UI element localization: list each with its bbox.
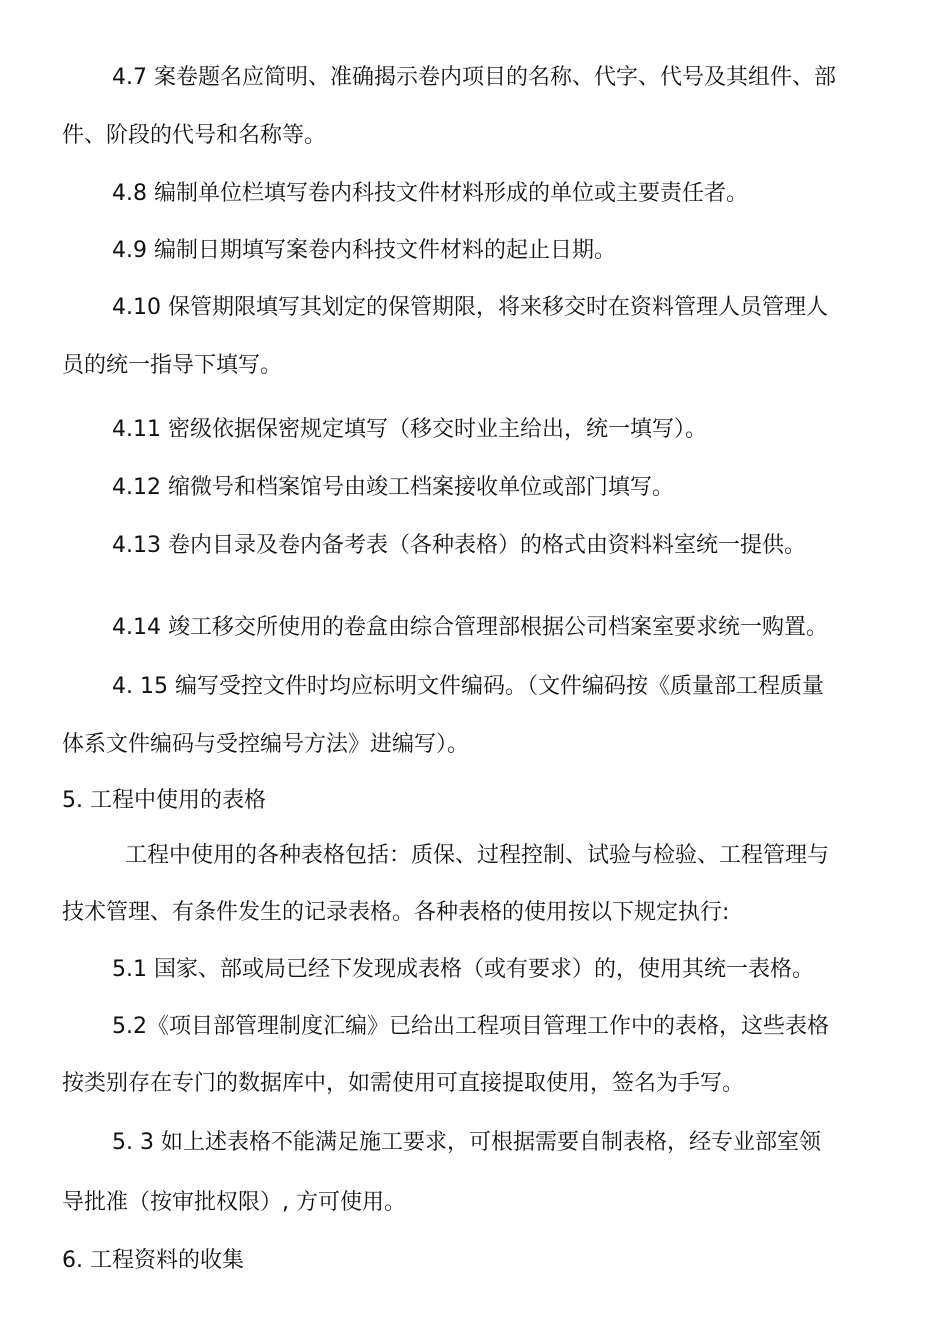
paragraph-4-14: 4.14 竣工移交所使用的卷盒由综合管理部根据公司档案室要求统一购置。 bbox=[112, 615, 828, 640]
paragraph-4-12: 4.12 缩微号和档案馆号由竣工档案接收单位或部门填写。 bbox=[112, 475, 674, 500]
paragraph-5-1: 5.1 国家、部或局已经下发现成表格（或有要求）的，使用其统一表格。 bbox=[112, 957, 814, 982]
paragraph-4-7-line-2: 件、阶段的代号和名称等。 bbox=[62, 123, 327, 148]
paragraph-4-15-line-1: 4. 15 编写受控文件时均应标明文件编码。（文件编码按《质量部工程质量 bbox=[112, 674, 824, 699]
paragraph-4-9: 4.9 编制日期填写案卷内科技文件材料的起止日期。 bbox=[112, 238, 616, 263]
paragraph-5-2-line-2: 按类别存在专门的数据库中，如需使用可直接提取使用，签名为手写。 bbox=[62, 1071, 745, 1096]
paragraph-4-10-line-1: 4.10 保管期限填写其划定的保管期限，将来移交时在资料管理人员管理人 bbox=[112, 295, 828, 320]
paragraph-4-10-line-2: 员的统一指导下填写。 bbox=[62, 353, 283, 378]
paragraph-5-3-line-2: 导批准（按审批权限）, 方可使用。 bbox=[62, 1190, 406, 1215]
section-5-intro-line-2: 技术管理、有条件发生的记录表格。各种表格的使用按以下规定执行: bbox=[62, 900, 730, 925]
section-heading-5: 5. 工程中使用的表格 bbox=[62, 788, 266, 813]
paragraph-4-13: 4.13 卷内目录及卷内备考表（各种表格）的格式由资料料室统一提供。 bbox=[112, 533, 806, 558]
paragraph-4-15-line-2: 体系文件编码与受控编号方法》进编写）。 bbox=[62, 732, 470, 757]
section-heading-6: 6. 工程资料的收集 bbox=[62, 1248, 244, 1273]
paragraph-4-7-line-1: 4.7 案卷题名应简明、准确揭示卷内项目的名称、代字、代号及其组件、部 bbox=[112, 65, 836, 90]
paragraph-5-2-line-1: 5.2《项目部管理制度汇编》已给出工程项目管理工作中的表格，这些表格 bbox=[112, 1014, 829, 1039]
section-5-intro-line-1: 工程中使用的各种表格包括：质保、过程控制、试验与检验、工程管理与 bbox=[125, 843, 830, 868]
paragraph-4-8: 4.8 编制单位栏填写卷内科技文件材料形成的单位或主要责任者。 bbox=[112, 181, 748, 206]
paragraph-4-11: 4.11 密级依据保密规定填写（移交时业主给出，统一填写）。 bbox=[112, 417, 707, 442]
paragraph-5-3-line-1: 5. 3 如上述表格不能满足施工要求，可根据需要自制表格，经专业部室领 bbox=[112, 1130, 821, 1155]
